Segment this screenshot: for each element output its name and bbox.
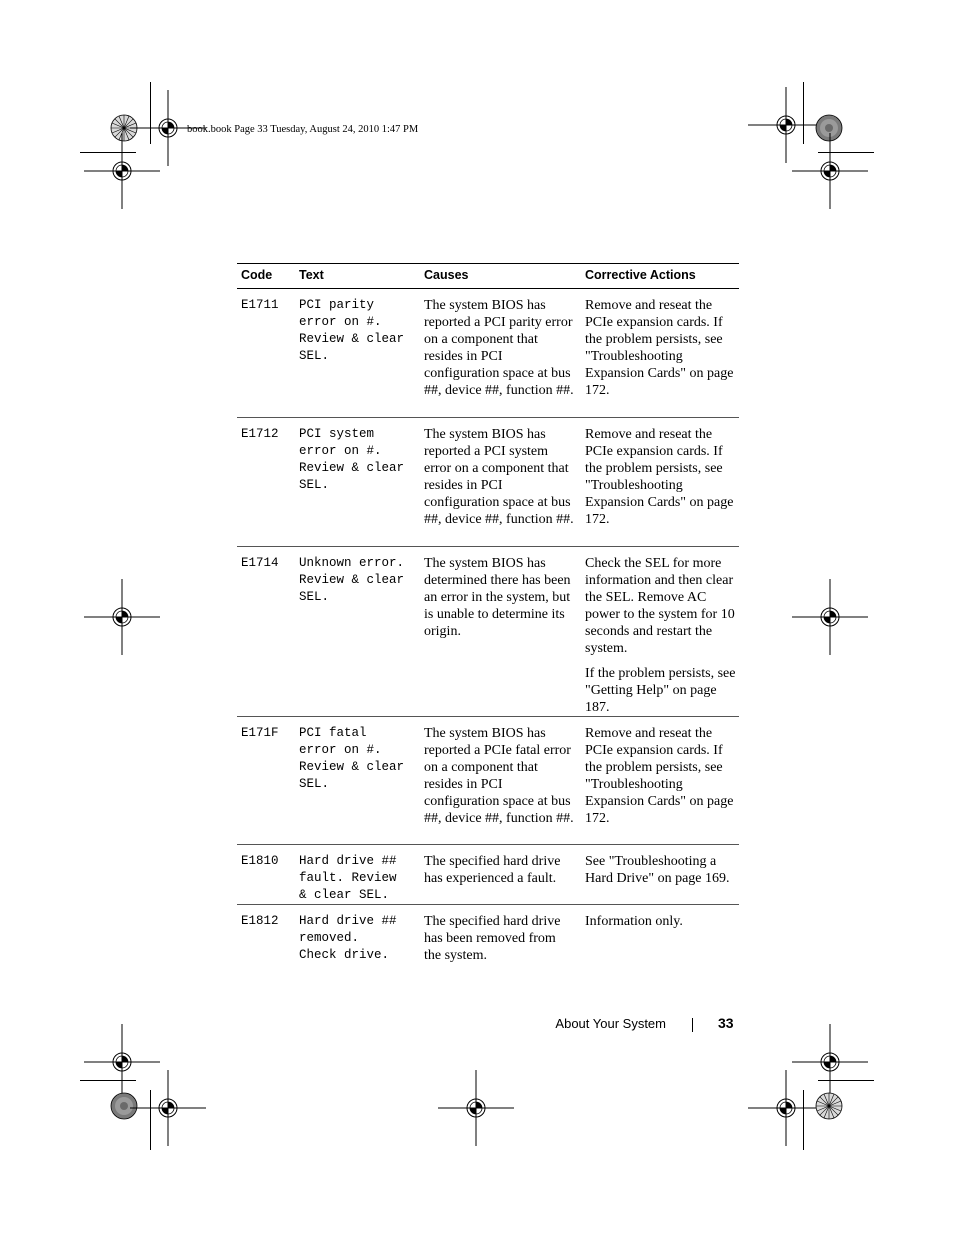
cause-cell: The system BIOS has reported a PCI system error on a component that resides in PCI configuration space at bus ##, device ##, function ##. [424,427,574,528]
footer-divider [692,1018,693,1032]
table-row [237,905,739,969]
code-cell: E1712 [241,427,279,441]
print-metadata: book.book Page 33 Tuesday, August 24, 2010 1:47 PM [187,124,419,135]
header-code: Code [241,268,273,282]
action-cell [585,853,737,887]
header-text: Text [299,268,324,282]
header-causes: Causes [424,268,469,282]
code-cell: E1812 [241,914,279,928]
cause-cell: The system BIOS has determined there has been an error in the system, but is unable to determine its origin. [424,556,571,640]
header-actions: Corrective Actions [585,268,696,282]
action-paragraph: Remove and reseat the PCIe expansion cards. If the problem persists, see "Troubleshooting Expansion Cards" on page 172. [585,298,734,399]
cause-cell: The specified hard drive has experienced a fault. [424,854,561,887]
table-row [237,845,739,905]
message-cell: PCI fatal error on #. Review & clear SEL. [299,726,405,791]
table-header-row [237,263,739,289]
table-row [237,547,739,717]
code-cell: E1711 [241,298,279,312]
code-cell: E171F [241,726,279,740]
action-cell [585,725,737,828]
table-row [237,717,739,845]
action-paragraph: Check the SEL for more information and then clear the SEL. Remove AC power to the system for 10 seconds and restart the system. [585,556,735,657]
action-paragraph: If the problem persists, see "Getting Help" on page 187. [585,665,736,715]
message-cell: Hard drive ## removed. Check drive. [299,914,397,962]
cause-cell: The specified hard drive has been removed from the system. [424,914,561,964]
action-cell [585,297,737,400]
code-cell: E1810 [241,854,279,868]
table-row [237,289,739,418]
table-row [237,418,739,547]
action-paragraph: Remove and reseat the PCIe expansion cards. If the problem persists, see "Troubleshooting Expansion Cards" on page 172. [585,427,734,528]
message-cell: Hard drive ## fault. Review & clear SEL. [299,854,397,902]
action-paragraph: Information only. [585,914,683,929]
code-cell: E1714 [241,556,279,570]
footer-section-title: About Your System [555,1016,666,1031]
message-cell: PCI parity error on #. Review & clear SEL. [299,298,405,363]
action-paragraph: See "Troubleshooting a Hard Drive" on page 169. [585,854,730,887]
page-number: 33 [718,1015,734,1031]
action-cell [585,555,737,716]
action-cell [585,426,737,529]
error-code-table [237,263,739,969]
message-cell: PCI system error on #. Review & clear SEL. [299,427,405,492]
cause-cell: The system BIOS has reported a PCIe fatal error on a component that resides in PCI configuration space at bus ##, device ##, function ##. [424,726,574,827]
cause-cell: The system BIOS has reported a PCI parity error on a component that resides in PCI configuration space at bus ##, device ##, function ##. [424,298,574,399]
message-cell: Unknown error. Review & clear SEL. [299,556,405,604]
action-paragraph: Remove and reseat the PCIe expansion cards. If the problem persists, see "Troubleshooting Expansion Cards" on page 172. [585,726,734,827]
action-cell [585,913,737,930]
